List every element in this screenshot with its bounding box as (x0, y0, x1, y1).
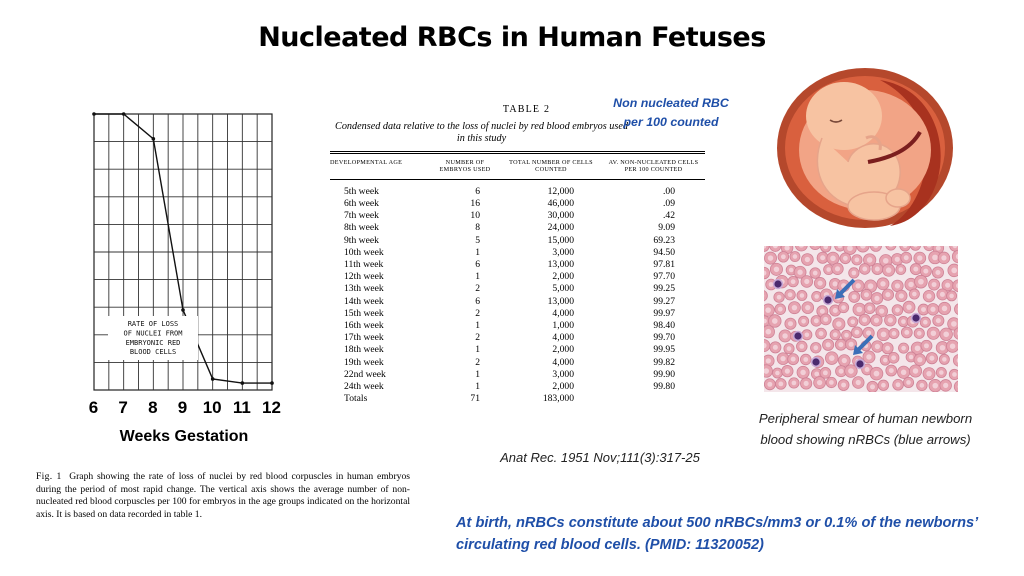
rbc-pallor (935, 270, 940, 275)
rbc-pallor (848, 368, 854, 374)
rbc-pallor (862, 267, 867, 272)
table-cell: 4,000 (552, 356, 574, 368)
figure-caption-text: Graph showing the rate of loss of nuclei by red blood corpuscles in human embryos during the period of most rapid change. The vertical axis shows the average number of non-nucleated red blood corpuscles per 100 for embryos in the age groups indicated on the horizontal axis. It is based on data recorded in table 1. (36, 471, 411, 520)
rbc-pallor (769, 282, 774, 287)
table-cell: .00 (663, 185, 675, 197)
rbc-pallor (868, 283, 874, 289)
rbc-pallor (889, 368, 894, 373)
blood-smear-image (764, 246, 958, 392)
smear-caption: Peripheral smear of human newborn blood showing nRBCs (blue arrows) (758, 411, 973, 447)
table-cell: 2,000 (552, 381, 574, 393)
rbc-pallor (841, 305, 846, 310)
rbc-pallor (931, 330, 937, 336)
rbc-pallor (800, 293, 805, 298)
table-cell: 9th week (344, 234, 379, 246)
table-cell: 22nd week (344, 368, 386, 380)
table-subtitle: Condensed data relative to the loss of nuclei by red blood embryos used in this study (335, 121, 628, 144)
rbc-pallor (833, 332, 838, 337)
rbc-pallor (912, 292, 917, 297)
rbc-pallor (870, 384, 875, 389)
rbc-pallor (823, 317, 828, 322)
rbc-pallor (932, 282, 937, 287)
rbc-pallor (929, 356, 934, 361)
rbc-pallor (801, 319, 806, 324)
fetus-illustration (770, 58, 960, 238)
table-cell: 99.80 (653, 381, 675, 393)
rbc-pallor (940, 292, 945, 297)
data-table (330, 154, 705, 405)
rbc-pallor (814, 294, 819, 299)
table-row (330, 320, 705, 332)
rbc-pallor (814, 318, 819, 323)
table-cell: 2 (475, 307, 480, 319)
week-number-axis (0, 398, 300, 422)
rbc-pallor (792, 381, 797, 386)
table-header-cell: NUMBER OF EMBRYOS USED (430, 154, 500, 179)
table-cell: 15th week (344, 307, 384, 319)
rbc-pallor (906, 304, 911, 309)
table-cell: 24,000 (547, 222, 574, 234)
rbc-pallor (924, 343, 929, 348)
table-cell: 10th week (344, 246, 384, 258)
rbc-pallor (867, 306, 872, 311)
annotation-line: OF NUCLEI FROM (123, 329, 183, 338)
rbc-pallor (830, 256, 836, 262)
rbc-pallor (803, 357, 808, 362)
rbc-pallor (885, 292, 890, 297)
x-axis-label: Weeks Gestation (119, 428, 249, 445)
table-header-row (330, 154, 705, 179)
rbc-pallor (804, 381, 809, 386)
table-cell: 2,000 (552, 271, 574, 283)
table-cell: 1 (475, 368, 480, 380)
rbc-pallor (804, 279, 809, 284)
rbc-pallor (768, 255, 773, 260)
rbc-pallor (826, 267, 831, 272)
table-cell: 2 (475, 356, 480, 368)
rbc-pallor (874, 296, 879, 301)
table-cell: 13,000 (547, 295, 574, 307)
rbc-pallor (952, 372, 957, 377)
table-cell: 13,000 (547, 259, 574, 271)
rbc-pallor (936, 318, 941, 323)
rbc-pallor (908, 282, 914, 288)
rbc-pallor (904, 330, 909, 335)
rbc-pallor (886, 267, 891, 272)
rbc-pallor (915, 345, 921, 351)
table-cell: 1 (475, 381, 480, 393)
rbc-pallor (844, 333, 849, 338)
rbc-pallor (813, 271, 818, 276)
rbc-pallor (943, 383, 948, 388)
rbc-pallor (805, 257, 810, 262)
table-cell: 97.70 (653, 271, 675, 283)
rbc-pallor (787, 346, 792, 351)
rbc-pallor (874, 318, 879, 323)
rbc-pallor (891, 355, 896, 360)
rbc-pallor (899, 293, 904, 298)
table-title: TABLE 2 (502, 104, 551, 115)
table-row (330, 393, 705, 405)
rbc-pallor (917, 255, 922, 260)
rbc-pallor (788, 292, 793, 297)
rbc-pallor (939, 370, 944, 375)
table-cell: 1 (475, 271, 480, 283)
rbc-pallor (782, 333, 787, 338)
nucleated-rbc (824, 296, 831, 303)
rbc-pallor (854, 330, 859, 335)
rbc-pallor (773, 345, 778, 350)
table-row (330, 296, 705, 308)
rbc-pallor (767, 382, 772, 387)
table-cell: 1 (475, 320, 480, 332)
rbc-pallor (951, 268, 957, 274)
rbc-pallor (874, 371, 880, 377)
table-cell: 1 (475, 246, 480, 258)
rbc-pallor (849, 342, 854, 347)
rbc-pallor (950, 343, 955, 348)
table-row (330, 283, 705, 295)
rbc-pallor (918, 279, 924, 285)
table-row (330, 381, 705, 393)
rbc-pallor (772, 318, 778, 324)
table-row (330, 179, 705, 198)
figure-caption (36, 471, 410, 521)
table-cell: 12,000 (547, 185, 574, 197)
table-cell: 1,000 (552, 320, 574, 332)
rbc-pallor (820, 255, 825, 260)
rbc-pallor (888, 318, 893, 323)
rbc-pallor (943, 331, 949, 337)
table-cell: 16 (470, 198, 480, 210)
rbc-pallor (923, 269, 928, 274)
table-cell: 183,000 (542, 393, 574, 405)
table-cell: 99.27 (653, 295, 675, 307)
table-cell: 2 (475, 283, 480, 295)
table-row (330, 271, 705, 283)
rbc-pallor (942, 357, 947, 362)
table-cell: 14th week (344, 295, 384, 307)
table-cell: 8th week (344, 222, 379, 234)
table-cell: 6 (475, 295, 480, 307)
rbc-pallor (917, 357, 922, 362)
rbc-pallor (920, 383, 925, 388)
rbc-pallor (826, 342, 831, 347)
annotation-line: EMBRYONIC RED (125, 338, 181, 347)
rbc-pallor (951, 321, 957, 327)
rbc-pallor (793, 254, 798, 259)
rbc-pallor (945, 283, 950, 288)
table-row (330, 210, 705, 222)
rbc-pallor (932, 255, 938, 261)
table-cell: 15,000 (547, 234, 574, 246)
annotation-line: BLOOD CELLS (129, 348, 177, 357)
rbc-pallor (881, 331, 887, 337)
table-row (330, 259, 705, 271)
rbc-pallor (879, 308, 884, 313)
table-cell: 3,000 (552, 246, 574, 258)
citation: Anat Rec. 1951 Nov;111(3):317-25 (500, 450, 700, 465)
table-cell: 6 (475, 185, 480, 197)
table-cell: 5 (475, 234, 480, 246)
rbc-pallor (829, 355, 835, 361)
nucleated-rbc (812, 358, 819, 365)
week-number: 10 (202, 398, 222, 417)
rbc-pallor (774, 267, 779, 272)
table-cell: 69.23 (653, 234, 675, 246)
rbc-pallor (805, 332, 810, 337)
rbc-pallor (819, 331, 824, 336)
rbc-pallor (895, 308, 900, 313)
rbc-pallor (906, 380, 911, 385)
rbc-pallor (880, 281, 885, 286)
rbc-pallor (932, 383, 938, 389)
table-row (330, 357, 705, 369)
rbc-pallor (788, 321, 793, 326)
table-row (330, 332, 705, 344)
rbc-pallor (792, 305, 797, 310)
rbc-pallor (862, 317, 867, 322)
table-cell: 99.25 (653, 283, 675, 295)
rbc-pallor (852, 271, 857, 276)
table-cell: 71 (470, 393, 480, 405)
rbc-pallor (856, 380, 861, 385)
rbc-pallor (820, 309, 825, 314)
table-cell: 3,000 (552, 368, 574, 380)
rbc-pallor (800, 370, 805, 375)
rbc-pallor (813, 345, 818, 350)
rbc-pallor (940, 345, 946, 351)
rbc-pallor (896, 382, 901, 387)
table-cell: 9.09 (658, 222, 675, 234)
rbc-pallor (856, 283, 861, 288)
week-number: 11 (232, 398, 251, 417)
table-cell: 19th week (344, 356, 384, 368)
table-cell: 8 (475, 222, 480, 234)
week-number: 9 (177, 398, 188, 417)
rbc-pallor (842, 358, 847, 363)
nucleated-rbc (774, 280, 781, 287)
rbc-pallor (843, 256, 848, 261)
table-2 (330, 104, 705, 405)
data-point (211, 377, 215, 381)
week-number: 8 (148, 398, 158, 417)
nonnucleated-note: Non nucleated RBC per 100 counted (613, 96, 729, 129)
rbc-pallor (892, 331, 897, 336)
table-cell: 94.50 (653, 246, 675, 258)
table-row (330, 247, 705, 259)
rbc-pallor (917, 331, 922, 336)
rbc-pallor (895, 283, 900, 288)
data-point (241, 381, 245, 385)
table-cell: 17th week (344, 332, 384, 344)
table-header-cell: TOTAL NUMBER OF CELLS COUNTED (500, 154, 602, 179)
table-cell: 18th week (344, 344, 384, 356)
table-cell: Totals (344, 393, 368, 405)
rbc-pallor (852, 294, 857, 299)
rbc-pallor (775, 371, 780, 376)
annotation-line: RATE OF LOSS (127, 320, 179, 328)
rbc-pallor (941, 255, 946, 260)
rbc-pallor (850, 320, 855, 325)
rbc-pallor (818, 281, 823, 286)
rbc-pallor (789, 268, 794, 273)
rbc-pallor (904, 255, 909, 260)
table-row (330, 369, 705, 381)
nucleated-rbc (912, 314, 919, 321)
rbc-pallor (823, 370, 828, 375)
rbc-pallor (866, 330, 871, 335)
table-cell: 13th week (344, 283, 384, 295)
rbc-pallor (817, 380, 822, 385)
table-cell: 2 (475, 332, 480, 344)
table-cell: 6 (475, 259, 480, 271)
rbc-pallor (949, 294, 954, 299)
table-row (330, 344, 705, 356)
rbc-pallor (799, 344, 804, 349)
table-cell: 99.82 (653, 356, 675, 368)
rbc-pallor (856, 307, 862, 313)
rbc-pallor (785, 369, 790, 374)
rbc-pallor (791, 279, 796, 284)
rbc-pallor (865, 367, 870, 372)
rbc-pallor (839, 369, 844, 374)
rbc-pallor (766, 329, 772, 335)
rbc-pallor (942, 306, 948, 312)
table-cell: 7th week (344, 210, 379, 222)
rbc-pallor (780, 356, 785, 361)
data-point (92, 112, 96, 116)
rbc-pallor (901, 346, 906, 351)
slide-title: Nucleated RBCs in Human Fetuses (258, 22, 766, 53)
rbc-pallor (833, 281, 838, 286)
table-cell: .42 (663, 210, 675, 222)
table-row (330, 198, 705, 210)
rbc-pallor (875, 267, 880, 272)
rbc-pallor (835, 266, 840, 271)
rbc-pallor (838, 342, 843, 347)
rbc-pallor (791, 357, 796, 362)
rbc-pallor (901, 319, 906, 324)
table-cell: 12th week (344, 271, 384, 283)
table-header-cell: DEVELOPMENTAL AGE (330, 154, 430, 179)
rbc-pallor (899, 267, 904, 272)
rbc-pallor (864, 292, 869, 297)
table-cell: 46,000 (547, 198, 574, 210)
week-number: 12 (262, 398, 281, 417)
rbc-pallor (909, 355, 914, 360)
rbc-pallor (766, 358, 771, 363)
table-cell: 6th week (344, 198, 379, 210)
rbc-pallor (875, 344, 880, 349)
rbc-pallor (923, 320, 928, 325)
rbc-pallor (777, 295, 782, 300)
rbc-pallor (926, 371, 931, 376)
nucleated-rbc (856, 360, 863, 367)
table-cell: 1 (475, 344, 480, 356)
rbc-pallor (885, 346, 890, 351)
rbc-pallor (814, 372, 819, 377)
table-cell: 4,000 (552, 307, 574, 319)
rbc-pallor (836, 321, 842, 327)
table-cell: 98.40 (653, 320, 675, 332)
week-number: 7 (118, 398, 128, 417)
table-cell: 99.97 (653, 307, 675, 319)
table-cell: 5th week (344, 185, 379, 197)
rate-of-loss-chart (82, 108, 288, 398)
data-point (181, 308, 185, 312)
table-cell: 10 (470, 210, 480, 222)
rbc-pallor (883, 258, 889, 264)
table-cell: 2,000 (552, 344, 574, 356)
data-point (152, 137, 156, 141)
rbc-pallor (901, 370, 907, 376)
rbc-pallor (829, 380, 834, 385)
table-cell: 97.81 (653, 259, 675, 271)
table-cell: 24th week (344, 381, 384, 393)
rbc-pallor (841, 383, 846, 388)
rbc-pallor (866, 354, 871, 359)
rbc-pallor (855, 257, 860, 262)
table-cell: 99.90 (653, 368, 675, 380)
nucleated-rbc (794, 332, 801, 339)
table-cell (602, 393, 705, 405)
rbc-pallor (781, 254, 786, 259)
rbc-pallor (926, 294, 931, 299)
table-cell: 16th week (344, 320, 384, 332)
rbc-pallor (913, 267, 918, 272)
rbc-pallor (765, 307, 771, 313)
rbc-pallor (895, 257, 900, 262)
table-cell: 11th week (344, 259, 384, 271)
table-row (330, 222, 705, 234)
rbc-pallor (913, 368, 919, 374)
rbc-pallor (881, 383, 886, 388)
table-cell: 99.95 (653, 344, 675, 356)
rbc-pallor (833, 308, 838, 313)
table-cell: 4,000 (552, 332, 574, 344)
rbc-pallor (805, 305, 810, 310)
data-point (270, 381, 274, 385)
table-row (330, 308, 705, 320)
rbc-pallor (883, 358, 888, 363)
figure-caption-label: Fig. 1 (36, 471, 62, 482)
table-cell: .09 (663, 198, 675, 210)
rbc-pallor (921, 307, 926, 312)
rbc-pallor (778, 307, 783, 312)
table-cell: 5,000 (552, 283, 574, 295)
data-point (122, 112, 126, 116)
rbc-pallor (867, 257, 873, 263)
week-number: 6 (88, 398, 99, 417)
bottom-note: At birth, nRBCs constitute about 500 nRBCs/mm3 or 0.1% of the newborns’ circulating red blood cells. (PMID: 11320052) (456, 515, 978, 553)
chart-annotation (108, 316, 198, 360)
table-row (330, 235, 705, 247)
table-header-cell: AV. NON-NUCLEATED CELLS PER 100 COUNTED (602, 154, 705, 179)
table-cell: 30,000 (547, 210, 574, 222)
table-cell: 99.70 (653, 332, 675, 344)
rbc-pallor (778, 381, 783, 386)
rbc-pallor (797, 270, 802, 275)
rbc-pallor (930, 307, 935, 312)
